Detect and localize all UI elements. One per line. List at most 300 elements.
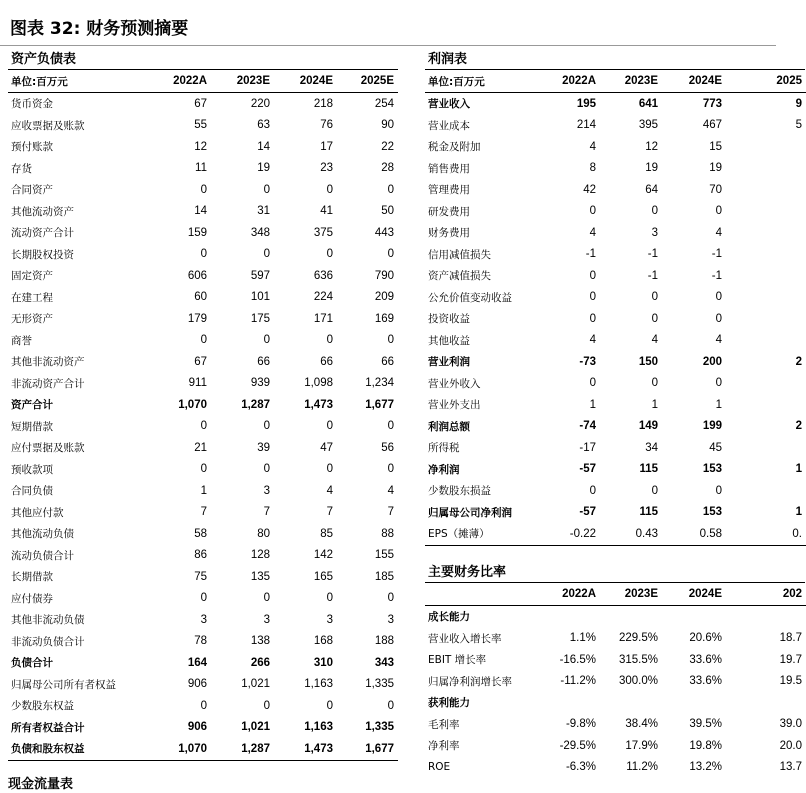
balance-sheet-row xyxy=(8,222,398,244)
row-label: 所有者权益合计 xyxy=(11,721,85,734)
cell-value: 0 xyxy=(589,269,596,282)
cell-value: 85 xyxy=(320,527,333,540)
cell-value: -16.5% xyxy=(559,653,596,666)
cell-value xyxy=(726,330,806,352)
cell-value: -29.5% xyxy=(559,739,596,752)
cell-value: -1 xyxy=(647,248,658,261)
cell-value: 0 xyxy=(651,205,658,218)
income-statement-row xyxy=(425,244,806,266)
balance-sheet-row xyxy=(8,437,398,459)
row-label: 净利率 xyxy=(428,740,460,753)
cell-value: 4 xyxy=(589,226,596,239)
balance-sheet-row xyxy=(8,545,398,567)
balance-sheet-row xyxy=(8,158,398,180)
row-label: 管理费用 xyxy=(428,184,470,197)
cell-value: 0 xyxy=(387,334,394,347)
cell-value: 64 xyxy=(645,183,658,196)
cell-value: 67 xyxy=(194,97,207,110)
cell-value: 0 xyxy=(200,334,207,347)
cell-value: 90 xyxy=(381,119,394,132)
cell-value: 179 xyxy=(187,312,207,325)
cell-value: 7 xyxy=(263,506,270,519)
row-label: 资产合计 xyxy=(11,399,53,412)
cell-value: 175 xyxy=(250,312,270,325)
cell-value: 142 xyxy=(313,549,333,562)
row-label: 营业收入 xyxy=(428,98,470,111)
cell-value: 128 xyxy=(250,549,270,562)
row-label: 所得税 xyxy=(428,442,460,455)
cell-value: 343 xyxy=(374,656,394,669)
cell-value: 138 xyxy=(250,635,270,648)
income-statement-panel xyxy=(425,50,805,546)
ratio-row xyxy=(425,671,806,693)
row-label: 少数股东损益 xyxy=(428,485,491,498)
cell-value: 153 xyxy=(702,506,722,519)
cell-value: 0 xyxy=(387,699,394,712)
cell-value: 636 xyxy=(313,269,333,282)
cell-value: 315.5% xyxy=(618,653,658,666)
balance-sheet-table xyxy=(8,70,398,761)
cell-value: 20.6% xyxy=(689,632,722,645)
cell-value: 906 xyxy=(187,721,207,734)
income-statement-row xyxy=(425,437,806,459)
income-statement-row xyxy=(425,394,806,416)
cell-value: 28 xyxy=(381,162,394,175)
cell-value: 50 xyxy=(381,205,394,218)
cell-value: 229.5% xyxy=(618,632,658,645)
row-label: 信用减值损失 xyxy=(428,248,491,261)
balance-sheet-heading: 资产负债表 xyxy=(8,50,398,70)
cell-value: -1 xyxy=(711,269,722,282)
cell-value: 39 xyxy=(257,441,270,454)
row-label: 其他应付款 xyxy=(11,506,64,519)
cell-value xyxy=(726,136,806,158)
cell-value xyxy=(726,287,806,309)
row-label: 营业外支出 xyxy=(428,399,481,412)
column-header: 2025E xyxy=(360,75,394,87)
income-statement-row xyxy=(425,179,806,201)
cell-value: 76 xyxy=(320,119,333,132)
income-statement-row xyxy=(425,351,806,373)
row-label: 其他非流动负债 xyxy=(11,614,85,627)
ratio-row xyxy=(425,714,806,736)
cell-value: 1,287 xyxy=(241,398,270,411)
cell-value xyxy=(726,265,806,287)
cell-value: 0 xyxy=(200,248,207,261)
cell-value: 1,287 xyxy=(241,742,270,755)
cell-value xyxy=(726,437,806,459)
cell-value: 1 xyxy=(651,398,658,411)
income-statement-row xyxy=(425,136,806,158)
cell-value: 47 xyxy=(320,441,333,454)
cell-value: -9.8% xyxy=(565,718,596,731)
income-statement-row xyxy=(425,308,806,330)
cell-value: 0 xyxy=(651,484,658,497)
cell-value: 790 xyxy=(374,269,394,282)
income-statement-row xyxy=(425,115,806,137)
cell-value: 12 xyxy=(194,140,207,153)
column-header: 2024E xyxy=(688,588,722,600)
cell-value: 0 xyxy=(263,420,270,433)
row-label: 成长能力 xyxy=(428,611,470,624)
cell-value: 641 xyxy=(638,97,658,110)
cell-value: 4 xyxy=(589,334,596,347)
cell-value: 15 xyxy=(709,140,722,153)
cell-value: 7 xyxy=(387,506,394,519)
balance-sheet-panel xyxy=(8,50,398,761)
column-header: 2023E xyxy=(624,588,658,600)
balance-sheet-row xyxy=(8,351,398,373)
cell-value: 1,021 xyxy=(241,721,270,734)
row-label: 负债合计 xyxy=(11,657,53,670)
cell-value: 214 xyxy=(576,119,596,132)
cell-value: 0 xyxy=(263,592,270,605)
cell-value: 33.6% xyxy=(689,675,722,688)
cell-value: 0 xyxy=(326,699,333,712)
cell-value: 3 xyxy=(387,613,394,626)
row-label: 商誉 xyxy=(11,334,32,347)
column-header: 2023E xyxy=(236,75,270,87)
cell-value: 1,473 xyxy=(304,742,333,755)
cell-value: 115 xyxy=(639,506,658,519)
cell-value: 395 xyxy=(638,119,658,132)
cell-value: 911 xyxy=(188,377,207,390)
cell-value xyxy=(726,606,806,628)
cell-value: 13.2% xyxy=(689,761,722,774)
cell-value: 39.5% xyxy=(689,718,722,731)
cell-value: 0 xyxy=(200,420,207,433)
cell-value: 2 xyxy=(795,355,802,368)
cell-value: 5 xyxy=(795,119,802,132)
cell-value: 19 xyxy=(645,162,658,175)
cell-value: 20.0 xyxy=(779,739,802,752)
cell-value: 0 xyxy=(715,377,722,390)
cell-value: 348 xyxy=(250,226,270,239)
row-label: 毛利率 xyxy=(428,718,460,731)
cell-value: 165 xyxy=(313,570,333,583)
cell-value: 86 xyxy=(194,549,207,562)
income-statement-row xyxy=(425,222,806,244)
cell-value: 0 xyxy=(200,463,207,476)
cell-value: 55 xyxy=(194,119,207,132)
cell-value: 0 xyxy=(589,205,596,218)
row-label: 流动负债合计 xyxy=(11,549,74,562)
income-statement-row xyxy=(425,287,806,309)
row-label: EBIT 增长率 xyxy=(428,654,487,667)
cell-value: 153 xyxy=(702,463,722,476)
cell-value: 7 xyxy=(326,506,333,519)
cell-value: 169 xyxy=(374,312,394,325)
income-statement-row xyxy=(425,158,806,180)
cell-value: -1 xyxy=(711,248,722,261)
cell-value: 14 xyxy=(194,205,207,218)
balance-sheet-row xyxy=(8,695,398,717)
row-label: 税金及附加 xyxy=(428,141,481,154)
cell-value: 23 xyxy=(320,162,333,175)
row-label: 投资收益 xyxy=(428,313,470,326)
cell-value: 78 xyxy=(194,635,207,648)
cell-value: 0.58 xyxy=(699,527,722,540)
cell-value: 19 xyxy=(709,162,722,175)
row-label: 无形资产 xyxy=(11,313,53,326)
cell-value: 1,234 xyxy=(365,377,394,390)
cell-value: 56 xyxy=(381,441,394,454)
cell-value: 0 xyxy=(715,205,722,218)
cell-value: 1,473 xyxy=(304,398,333,411)
balance-sheet-row xyxy=(8,179,398,201)
cell-value: 67 xyxy=(194,355,207,368)
cell-value: 0 xyxy=(589,312,596,325)
cell-value: 3 xyxy=(263,484,270,497)
cell-value: 310 xyxy=(313,656,333,669)
cell-value: 300.0% xyxy=(618,675,658,688)
cell-value: 168 xyxy=(313,635,333,648)
cell-value: 3 xyxy=(651,226,658,239)
row-label: 负债和股东权益 xyxy=(11,743,85,756)
row-label: 非流动资产合计 xyxy=(11,377,85,390)
cell-value: 224 xyxy=(313,291,333,304)
row-label: 应付票据及账款 xyxy=(11,442,85,455)
cell-value xyxy=(726,394,806,416)
income-statement-row xyxy=(425,265,806,287)
cell-value: -73 xyxy=(579,355,596,368)
row-label: 长期借款 xyxy=(11,571,53,584)
income-statement-row xyxy=(425,459,806,481)
row-label: 利润总额 xyxy=(428,420,470,433)
cell-value: 58 xyxy=(194,527,207,540)
cell-value: 66 xyxy=(257,355,270,368)
column-header: 2022A xyxy=(173,75,207,87)
cell-value: 0 xyxy=(651,377,658,390)
cell-value: 906 xyxy=(187,678,207,691)
cell-value: 14 xyxy=(257,140,270,153)
cell-value: 11.2% xyxy=(626,761,658,774)
column-header: 2023E xyxy=(624,75,658,87)
row-label: 流动资产合计 xyxy=(11,227,74,240)
income-statement-table xyxy=(425,70,806,546)
cell-value: 75 xyxy=(194,570,207,583)
income-statement-row xyxy=(425,502,806,524)
cell-value: 33.6% xyxy=(689,653,722,666)
row-label: 应付债券 xyxy=(11,592,53,605)
cell-value: -17 xyxy=(579,441,596,454)
cell-value: 4 xyxy=(715,334,722,347)
cell-value: -57 xyxy=(579,463,596,476)
row-label: 营业外收入 xyxy=(428,377,481,390)
cell-value: 0 xyxy=(326,463,333,476)
row-label: 货币资金 xyxy=(11,98,53,111)
row-label: 短期借款 xyxy=(11,420,53,433)
balance-sheet-row xyxy=(8,717,398,739)
ratios-table xyxy=(425,583,806,778)
cell-value: 188 xyxy=(374,635,394,648)
row-label: 其他流动资产 xyxy=(11,205,74,218)
balance-sheet-row xyxy=(8,244,398,266)
ratio-row xyxy=(425,692,806,714)
balance-sheet-row xyxy=(8,566,398,588)
cell-value: 155 xyxy=(374,549,394,562)
row-label: 营业利润 xyxy=(428,356,470,369)
cell-value: 12 xyxy=(645,140,658,153)
cell-value: 8 xyxy=(589,162,596,175)
cell-value: 101 xyxy=(250,291,270,304)
balance-sheet-row xyxy=(8,93,398,115)
cell-value: 606 xyxy=(187,269,207,282)
cell-value: 443 xyxy=(374,226,394,239)
balance-sheet-row xyxy=(8,287,398,309)
cell-value: 19 xyxy=(257,162,270,175)
cell-value: 1 xyxy=(795,463,802,476)
ratio-row xyxy=(425,606,806,628)
balance-sheet-row xyxy=(8,330,398,352)
cell-value: 159 xyxy=(187,226,207,239)
balance-sheet-row xyxy=(8,265,398,287)
cell-value xyxy=(726,308,806,330)
income-statement-row xyxy=(425,93,806,115)
cell-value: 0 xyxy=(651,291,658,304)
cell-value: 115 xyxy=(639,463,658,476)
ratio-row xyxy=(425,757,806,779)
cell-value: 17.9% xyxy=(625,739,658,752)
cell-value: 0 xyxy=(387,183,394,196)
balance-sheet-row xyxy=(8,394,398,416)
column-header: 2024E xyxy=(688,75,722,87)
cell-value: 1 xyxy=(795,506,802,519)
title-divider xyxy=(0,45,776,46)
cell-value: 773 xyxy=(702,97,722,110)
cell-value: 13.7 xyxy=(779,761,802,774)
cell-value xyxy=(662,606,726,628)
cell-value: 4 xyxy=(651,334,658,347)
cell-value: 19.7 xyxy=(779,653,802,666)
cell-value: 1,335 xyxy=(365,721,394,734)
balance-sheet-row xyxy=(8,416,398,438)
cell-value: 1,163 xyxy=(304,678,333,691)
cell-value: 1 xyxy=(200,484,207,497)
row-label: 归属母公司所有者权益 xyxy=(11,678,116,691)
cell-value: 39.0 xyxy=(779,718,802,731)
cell-value: 0 xyxy=(326,420,333,433)
cell-value: 31 xyxy=(257,205,270,218)
cell-value: 0 xyxy=(387,463,394,476)
cell-value: 467 xyxy=(702,119,722,132)
cell-value: 195 xyxy=(576,97,596,110)
unit-label: 单位:百万元 xyxy=(428,75,485,88)
cell-value: 0 xyxy=(263,183,270,196)
ratio-row xyxy=(425,649,806,671)
row-label: 营业成本 xyxy=(428,119,470,132)
row-label: 预收款项 xyxy=(11,463,53,476)
cell-value: 1 xyxy=(589,398,596,411)
balance-sheet-row xyxy=(8,459,398,481)
balance-sheet-row xyxy=(8,523,398,545)
cell-value: 1,335 xyxy=(365,678,394,691)
cell-value: 17 xyxy=(320,140,333,153)
row-label: 公允价值变动收益 xyxy=(428,291,512,304)
row-label: 长期股权投资 xyxy=(11,248,74,261)
cash-flow-heading-cut: 现金流量表 xyxy=(8,777,74,792)
row-label: ROE xyxy=(428,761,451,774)
income-statement-row xyxy=(425,480,806,502)
cell-value: 18.7 xyxy=(779,632,802,645)
cell-value: 80 xyxy=(257,527,270,540)
cell-value: 2 xyxy=(795,420,802,433)
cell-value: 200 xyxy=(702,355,722,368)
cell-value: 220 xyxy=(250,97,270,110)
unit-label: 单位:百万元 xyxy=(11,75,68,88)
cell-value xyxy=(540,606,600,628)
row-label: 其他流动负债 xyxy=(11,528,74,541)
cell-value: 11 xyxy=(195,162,207,175)
cell-value: 70 xyxy=(709,183,722,196)
cell-value: 1,021 xyxy=(241,678,270,691)
ratios-heading: 主要财务比率 xyxy=(425,563,805,583)
cell-value: 1,677 xyxy=(365,742,394,755)
cell-value: 63 xyxy=(257,119,270,132)
row-label: 存货 xyxy=(11,162,32,175)
row-label: 固定资产 xyxy=(11,270,53,283)
cell-value: 0. xyxy=(792,527,802,540)
cell-value: 939 xyxy=(250,377,270,390)
cell-value: 0 xyxy=(200,699,207,712)
column-header: 2022A xyxy=(562,588,596,600)
cell-value: 41 xyxy=(320,205,333,218)
cell-value: 135 xyxy=(250,570,270,583)
cell-value: 1 xyxy=(715,398,722,411)
cell-value: 597 xyxy=(250,269,270,282)
cell-value: 199 xyxy=(702,420,722,433)
row-label: 合同资产 xyxy=(11,184,53,197)
cell-value: 0 xyxy=(326,334,333,347)
cell-value xyxy=(600,606,662,628)
cell-value xyxy=(726,480,806,502)
cell-value: 0 xyxy=(263,699,270,712)
cell-value: 34 xyxy=(645,441,658,454)
cell-value: -11.2% xyxy=(560,675,596,688)
balance-sheet-row xyxy=(8,588,398,610)
cell-value: -1 xyxy=(647,269,658,282)
row-label: 少数股东权益 xyxy=(11,700,74,713)
cell-value: 0 xyxy=(200,183,207,196)
cell-value: -1 xyxy=(585,248,596,261)
cell-value: 4 xyxy=(589,140,596,153)
cell-value: 0 xyxy=(200,592,207,605)
figure-title: 图表 32: 财务预测摘要 xyxy=(10,19,189,39)
cell-value: 0 xyxy=(387,420,394,433)
income-statement-row xyxy=(425,373,806,395)
row-label: EPS（摊薄） xyxy=(428,528,490,541)
cell-value: 4 xyxy=(387,484,394,497)
row-label: 其他非流动资产 xyxy=(11,356,85,369)
balance-sheet-row xyxy=(8,201,398,223)
cell-value: 0 xyxy=(326,248,333,261)
row-label: 归属净利润增长率 xyxy=(428,675,512,688)
cell-value: 22 xyxy=(381,140,394,153)
cell-value: 66 xyxy=(320,355,333,368)
cell-value: 185 xyxy=(374,570,394,583)
cell-value: 171 xyxy=(313,312,333,325)
cell-value: 1,163 xyxy=(304,721,333,734)
ratios-panel xyxy=(425,563,805,778)
cell-value xyxy=(726,692,806,714)
cell-value: 21 xyxy=(194,441,207,454)
cell-value: 0 xyxy=(387,592,394,605)
cell-value: 0 xyxy=(326,592,333,605)
balance-sheet-header-row xyxy=(8,70,398,93)
income-statement-header-row xyxy=(425,70,806,93)
cell-value: 3 xyxy=(326,613,333,626)
income-statement-heading: 利润表 xyxy=(425,50,805,70)
